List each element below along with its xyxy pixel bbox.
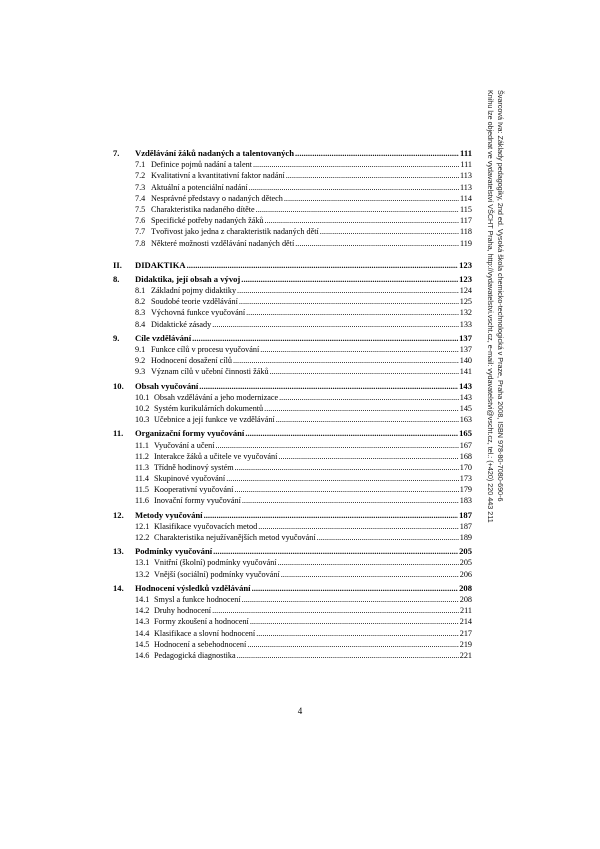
toc-title: Charakteristika nadaného dítěte (151, 204, 255, 214)
toc-page: 211 (460, 606, 472, 616)
toc-leader (235, 462, 459, 473)
toc-title: Hodnocení výsledků vzdělávání (135, 582, 251, 593)
toc-page: 143 (459, 380, 472, 391)
toc-number: 8.4 (135, 319, 146, 329)
toc-leader (215, 440, 458, 451)
toc-number: 7.7 (135, 227, 146, 237)
toc-page: 113 (460, 182, 472, 192)
toc-entry[interactable] (113, 355, 472, 366)
toc-page: 111 (460, 148, 472, 158)
toc-title: Hodnocení a sebehodnocení (154, 639, 247, 649)
toc-number: 7.5 (135, 204, 146, 214)
toc-title: Tvořivost jako jedna z charakteristik nadaných dětí (151, 227, 319, 237)
toc-number: 10. (113, 380, 124, 391)
toc-page: 189 (459, 533, 472, 542)
toc-number: 10.3 (135, 415, 150, 425)
toc-number: 12.2 (135, 533, 150, 542)
toc-leader (192, 333, 458, 344)
toc-leader (264, 403, 459, 414)
toc-leader (241, 274, 458, 285)
toc-number: II. (113, 259, 122, 270)
toc-leader (250, 616, 459, 627)
toc-page: 205 (459, 558, 472, 568)
toc-page: 115 (460, 204, 472, 214)
toc-entry[interactable] (113, 557, 472, 568)
toc-page: 219 (459, 639, 472, 649)
toc-number: 12. (113, 509, 124, 520)
toc-title: Význam cílů v učební činnosti žáků (151, 367, 269, 377)
toc-title: Hodnocení dosažení cílů (151, 356, 232, 366)
toc-entry[interactable] (113, 462, 472, 473)
toc-entry[interactable] (113, 532, 472, 543)
toc-title: Pedagogická diagnostika (154, 650, 236, 660)
toc-leader (242, 594, 459, 605)
toc-page: 208 (459, 594, 472, 604)
toc-page: 118 (460, 227, 472, 237)
toc-entry[interactable] (113, 616, 472, 627)
toc-entry[interactable] (113, 403, 472, 414)
toc-number: 9.1 (135, 345, 146, 354)
toc-entry[interactable] (113, 215, 472, 226)
toc-leader (239, 296, 459, 307)
toc-page: 208 (459, 582, 472, 593)
toc-title: Klasifikace vyučovacích metod (154, 521, 258, 531)
toc-entry[interactable] (113, 392, 472, 403)
toc-page: 206 (459, 569, 472, 579)
toc-number: 11.1 (135, 440, 150, 450)
toc-page: 183 (459, 496, 472, 506)
toc-page: 221 (459, 650, 472, 660)
toc-leader (249, 182, 459, 193)
toc-leader (281, 569, 459, 580)
toc-number: 13.2 (135, 569, 150, 579)
toc-title: Kooperativní vyučování (154, 485, 234, 495)
toc-entry[interactable] (113, 473, 472, 484)
toc-title: Soudobé teorie vzdělávání (151, 297, 238, 307)
toc-number: 12.1 (135, 521, 150, 531)
toc-page: 143 (459, 392, 472, 402)
toc-title: Didaktické zásady (151, 319, 212, 329)
toc-leader (213, 546, 458, 557)
toc-page: 140 (459, 356, 472, 366)
toc-chapter-14[interactable] (113, 583, 472, 594)
toc-page: 217 (459, 628, 472, 638)
toc-title: Definice pojmů nadání a talent (151, 160, 252, 170)
toc-leader (258, 521, 459, 532)
toc-entry[interactable] (113, 193, 472, 204)
toc-title: Základní pojmy didaktiky (151, 286, 237, 296)
toc-title: Interakce žáků a učitele ve vyučování (154, 451, 278, 461)
toc-number: 7.1 (135, 160, 146, 170)
toc-entry[interactable] (113, 451, 472, 462)
toc-entry[interactable] (113, 605, 472, 616)
toc-title: Druhy hodnocení (154, 606, 212, 616)
toc-title: Skupinové vyučování (154, 474, 226, 484)
toc-number: 14.4 (135, 628, 150, 638)
toc-title: Specifické potřeby nadaných žáků (151, 216, 264, 226)
toc-leader (317, 532, 459, 543)
toc-number: 13. (113, 546, 124, 557)
toc-entry[interactable] (113, 307, 472, 318)
toc-number: 7.2 (135, 171, 146, 181)
toc-leader (212, 605, 459, 616)
toc-page: 205 (459, 546, 472, 557)
toc-leader (237, 650, 459, 661)
toc-entry[interactable] (113, 238, 472, 249)
spacer (113, 249, 472, 260)
toc-title: Výchovná funkce vyučování (151, 308, 246, 318)
toc-number: 13.1 (135, 558, 150, 568)
toc-title: Nesprávné představy o nadaných dětech (151, 193, 283, 203)
toc-chapter-12[interactable] (113, 510, 472, 521)
toc-entry[interactable] (113, 226, 472, 237)
toc-number: 14.6 (135, 650, 150, 660)
toc-number: 11.5 (135, 485, 150, 495)
toc-entry[interactable] (113, 285, 472, 296)
toc-leader (286, 170, 459, 181)
toc-entry[interactable] (113, 628, 472, 639)
toc-leader (270, 366, 459, 377)
toc-page: 187 (459, 509, 472, 520)
toc-title: Funkce cílů v procesu vyučování (151, 345, 260, 354)
toc-title: Obsah vzdělávání a jeho modernizace (154, 392, 279, 402)
toc-entry[interactable] (113, 594, 472, 605)
toc-leader (278, 451, 458, 462)
toc-entry[interactable] (113, 569, 472, 580)
toc-page: 123 (459, 273, 472, 284)
toc-page: 141 (459, 367, 472, 377)
toc-title: DIDAKTIKA (135, 259, 186, 270)
toc-leader (247, 639, 458, 650)
toc-title: Systém kurikulárních dokumentů (154, 403, 264, 413)
toc-number: 9. (113, 332, 120, 343)
toc-chapter-9[interactable] (113, 333, 472, 344)
toc-title: Podmínky vyučování (135, 546, 213, 557)
toc-title: Organizační formy vyučování (135, 428, 245, 439)
toc-page: 168 (459, 451, 472, 461)
toc-leader (234, 484, 458, 495)
table-of-contents (113, 148, 472, 661)
toc-page: 137 (459, 345, 472, 354)
toc-title: Třídně hodinový systém (154, 462, 234, 472)
toc-page: 165 (459, 428, 472, 439)
toc-page: 114 (460, 193, 472, 203)
toc-entry[interactable] (113, 650, 472, 661)
toc-number: 14.2 (135, 606, 150, 616)
toc-leader (212, 319, 458, 330)
toc-page: 187 (459, 521, 472, 531)
toc-leader (253, 159, 459, 170)
toc-title: Metody vyučování (135, 509, 203, 520)
toc-leader (204, 510, 459, 521)
toc-number: 10.2 (135, 403, 150, 413)
toc-leader (237, 285, 459, 296)
toc-page: 117 (460, 216, 472, 226)
toc-number: 8.1 (135, 286, 146, 296)
toc-page: 214 (459, 617, 472, 627)
toc-page: 145 (459, 403, 472, 413)
toc-leader (199, 381, 458, 392)
toc-page: 133 (459, 319, 472, 329)
toc-title: Charakteristika nejužívanějších metod vyučování (154, 533, 316, 542)
toc-title: Cíle vzdělávání (135, 332, 192, 343)
toc-entry[interactable] (113, 440, 472, 451)
toc-title: Vzdělávání žáků nadaných a talentovaných (135, 148, 295, 158)
toc-leader (242, 495, 459, 506)
toc-leader (295, 148, 459, 159)
toc-entry[interactable] (113, 204, 472, 215)
toc-title: Učebnice a její funkce ve vzdělávání (154, 415, 275, 425)
toc-number: 11.3 (135, 462, 150, 472)
toc-chapter-11[interactable] (113, 428, 472, 439)
toc-leader (279, 392, 459, 403)
toc-leader (276, 414, 459, 425)
toc-entry[interactable] (113, 639, 472, 650)
toc-number: 8. (113, 273, 120, 284)
toc-entry[interactable] (113, 170, 472, 181)
toc-leader (252, 583, 459, 594)
toc-number: 8.2 (135, 297, 146, 307)
toc-title: Některé možnosti vzdělávání nadaných dětí (151, 238, 295, 248)
toc-part-ii[interactable] (113, 260, 472, 271)
toc-number: 9.3 (135, 367, 146, 377)
toc-page: 179 (459, 485, 472, 495)
toc-number: 7.3 (135, 182, 146, 192)
toc-title: Vnější (sociální) podmínky vyučování (154, 569, 280, 579)
toc-leader (187, 260, 458, 271)
toc-number: 11.6 (135, 496, 150, 506)
toc-chapter-13[interactable] (113, 546, 472, 557)
toc-page: 137 (459, 332, 472, 343)
toc-leader (246, 307, 459, 318)
toc-page: 119 (460, 238, 472, 248)
toc-number: 11.2 (135, 451, 150, 461)
side-note-line: Švarcová Iva: Základy pedagogiky, 2nd ed. Vysoká škola chemicko-technologická v Praze, Praha 2008, ISBN 978-80-7080-690-6 (496, 90, 505, 502)
page-number: 4 (297, 706, 303, 716)
toc-number: 7.4 (135, 193, 146, 203)
toc-page: 163 (459, 415, 472, 425)
toc-title: Klasifikace a slovní hodnocení (154, 628, 256, 638)
toc-entry[interactable] (113, 414, 472, 425)
toc-page: 124 (459, 286, 472, 296)
toc-number: 7.8 (135, 238, 146, 248)
toc-chapter-7[interactable] (113, 148, 472, 159)
toc-number: 8.3 (135, 308, 146, 318)
toc-leader (260, 344, 458, 355)
toc-leader (295, 238, 459, 249)
toc-title: Didaktika, její obsah a vývoj (135, 273, 241, 284)
toc-number: 7. (113, 148, 120, 158)
toc-entry[interactable] (113, 366, 472, 377)
toc-title: Obsah vyučování (135, 380, 199, 391)
toc-title: Formy zkoušení a hodnocení (154, 617, 249, 627)
toc-title: Vnitřní (školní) podmínky vyučování (154, 558, 277, 568)
toc-leader (233, 355, 459, 366)
toc-leader (284, 193, 459, 204)
toc-page: 123 (459, 259, 472, 270)
side-note-text (485, 90, 505, 523)
toc-page: 111 (460, 160, 472, 170)
toc-chapter-10[interactable] (113, 381, 472, 392)
toc-title: Vyučování a učení (154, 440, 215, 450)
side-note-line: Knihu lze objednat ve vydavatelství VŠCHT Praha, http://vydavatelstvi.vscht.cz, e-mail: vydavatelstvi@vscht.cz, tel.: (+420) 220 443 211 (486, 90, 495, 523)
toc-leader (278, 557, 459, 568)
toc-leader (256, 628, 459, 639)
toc-entry[interactable] (113, 319, 472, 330)
toc-leader (245, 428, 458, 439)
toc-entry[interactable] (113, 296, 472, 307)
toc-number: 11.4 (135, 474, 150, 484)
toc-leader (320, 226, 459, 237)
toc-number: 11. (113, 428, 124, 439)
toc-number: 9.2 (135, 356, 146, 366)
toc-leader (256, 204, 459, 215)
toc-title: Inovační formy vyučování (154, 496, 241, 506)
toc-title: Kvalitativní a kvantitativní faktor nadání (151, 171, 285, 181)
toc-title: Aktuální a potenciální nadání (151, 182, 248, 192)
toc-chapter-8[interactable] (113, 274, 472, 285)
toc-page: 125 (459, 297, 472, 307)
toc-title: Smysl a funkce hodnocení (154, 594, 241, 604)
toc-number: 7.6 (135, 216, 146, 226)
toc-entry[interactable] (113, 495, 472, 506)
toc-leader (226, 473, 459, 484)
toc-entry[interactable] (113, 484, 472, 495)
toc-entry[interactable] (113, 521, 472, 532)
toc-entry[interactable] (113, 159, 472, 170)
toc-number: 14. (113, 582, 124, 593)
toc-number: 14.5 (135, 639, 150, 649)
toc-page: 167 (459, 440, 472, 450)
toc-entry[interactable] (113, 182, 472, 193)
toc-leader (265, 215, 459, 226)
toc-number: 14.3 (135, 617, 150, 627)
toc-number: 14.1 (135, 594, 150, 604)
toc-page: 170 (459, 462, 472, 472)
toc-page: 132 (459, 308, 472, 318)
toc-number: 10.1 (135, 392, 150, 402)
toc-page: 173 (459, 474, 472, 484)
toc-entry[interactable] (113, 344, 472, 355)
toc-page: 113 (460, 171, 472, 181)
